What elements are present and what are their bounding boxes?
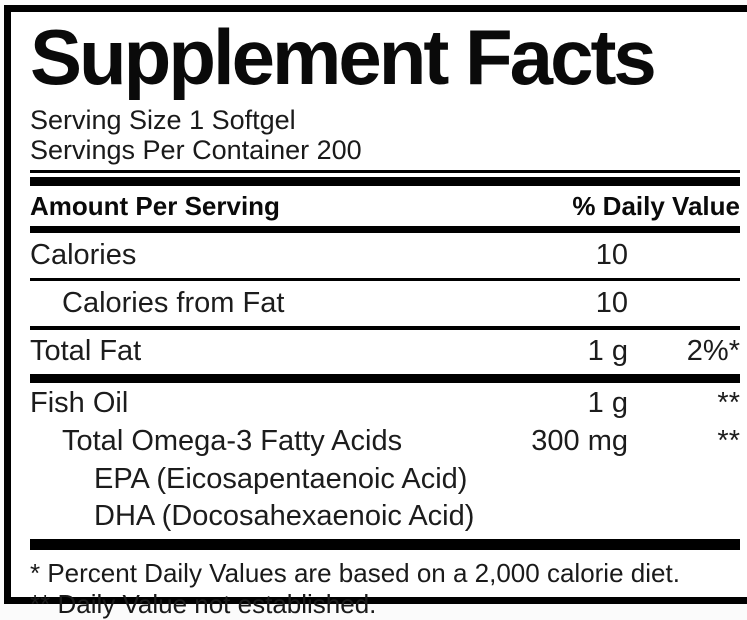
row-name: Calories <box>30 238 137 271</box>
table-header-row <box>30 186 740 226</box>
table-row-omega3 <box>30 423 740 461</box>
table-row-dha <box>30 498 740 535</box>
table-row-fish-oil <box>30 385 740 423</box>
separator-thick <box>30 374 740 383</box>
servings-per-container: Servings Per Container 200 <box>30 134 362 165</box>
table-row-calories <box>30 233 740 281</box>
supplement-facts-panel <box>4 5 747 619</box>
row-daily-value: 2%* <box>686 335 740 368</box>
separator-thick <box>30 177 740 186</box>
footnotes <box>30 558 740 620</box>
row-amount: 10 <box>595 286 628 319</box>
table-row-calories-from-fat <box>30 281 740 330</box>
row-name: Fish Oil <box>30 387 129 420</box>
footnote-percent-dv: * Percent Daily Values are based on a 2,000 calorie diet. <box>30 557 680 588</box>
table-row-epa <box>30 461 740 498</box>
serving-size: Serving Size 1 Softgel <box>30 104 296 135</box>
separator-thin <box>30 170 740 173</box>
separator-thick <box>30 226 740 233</box>
row-name: Calories from Fat <box>62 286 285 319</box>
row-amount: 1 g <box>587 387 628 420</box>
row-daily-value: ** <box>717 424 740 457</box>
panel-title: Supplement Facts <box>30 13 654 101</box>
footnote-dv-not-established: ** Daily Value not established. <box>30 588 377 619</box>
row-name: Total Omega-3 Fatty Acids <box>62 425 403 458</box>
separator-thick <box>30 539 740 550</box>
row-name: EPA (Eicosapentaenoic Acid) <box>94 462 468 495</box>
table-row-total-fat <box>30 330 740 374</box>
row-amount: 10 <box>595 238 628 271</box>
row-daily-value: ** <box>717 386 740 419</box>
header-daily-value: % Daily Value <box>572 190 740 221</box>
row-name: Total Fat <box>30 335 142 368</box>
row-name: DHA (Docosahexaenoic Acid) <box>94 499 475 532</box>
row-amount: 1 g <box>587 335 628 368</box>
row-amount: 300 mg <box>531 425 628 458</box>
serving-info <box>30 105 740 165</box>
header-amount-per-serving: Amount Per Serving <box>30 190 280 221</box>
